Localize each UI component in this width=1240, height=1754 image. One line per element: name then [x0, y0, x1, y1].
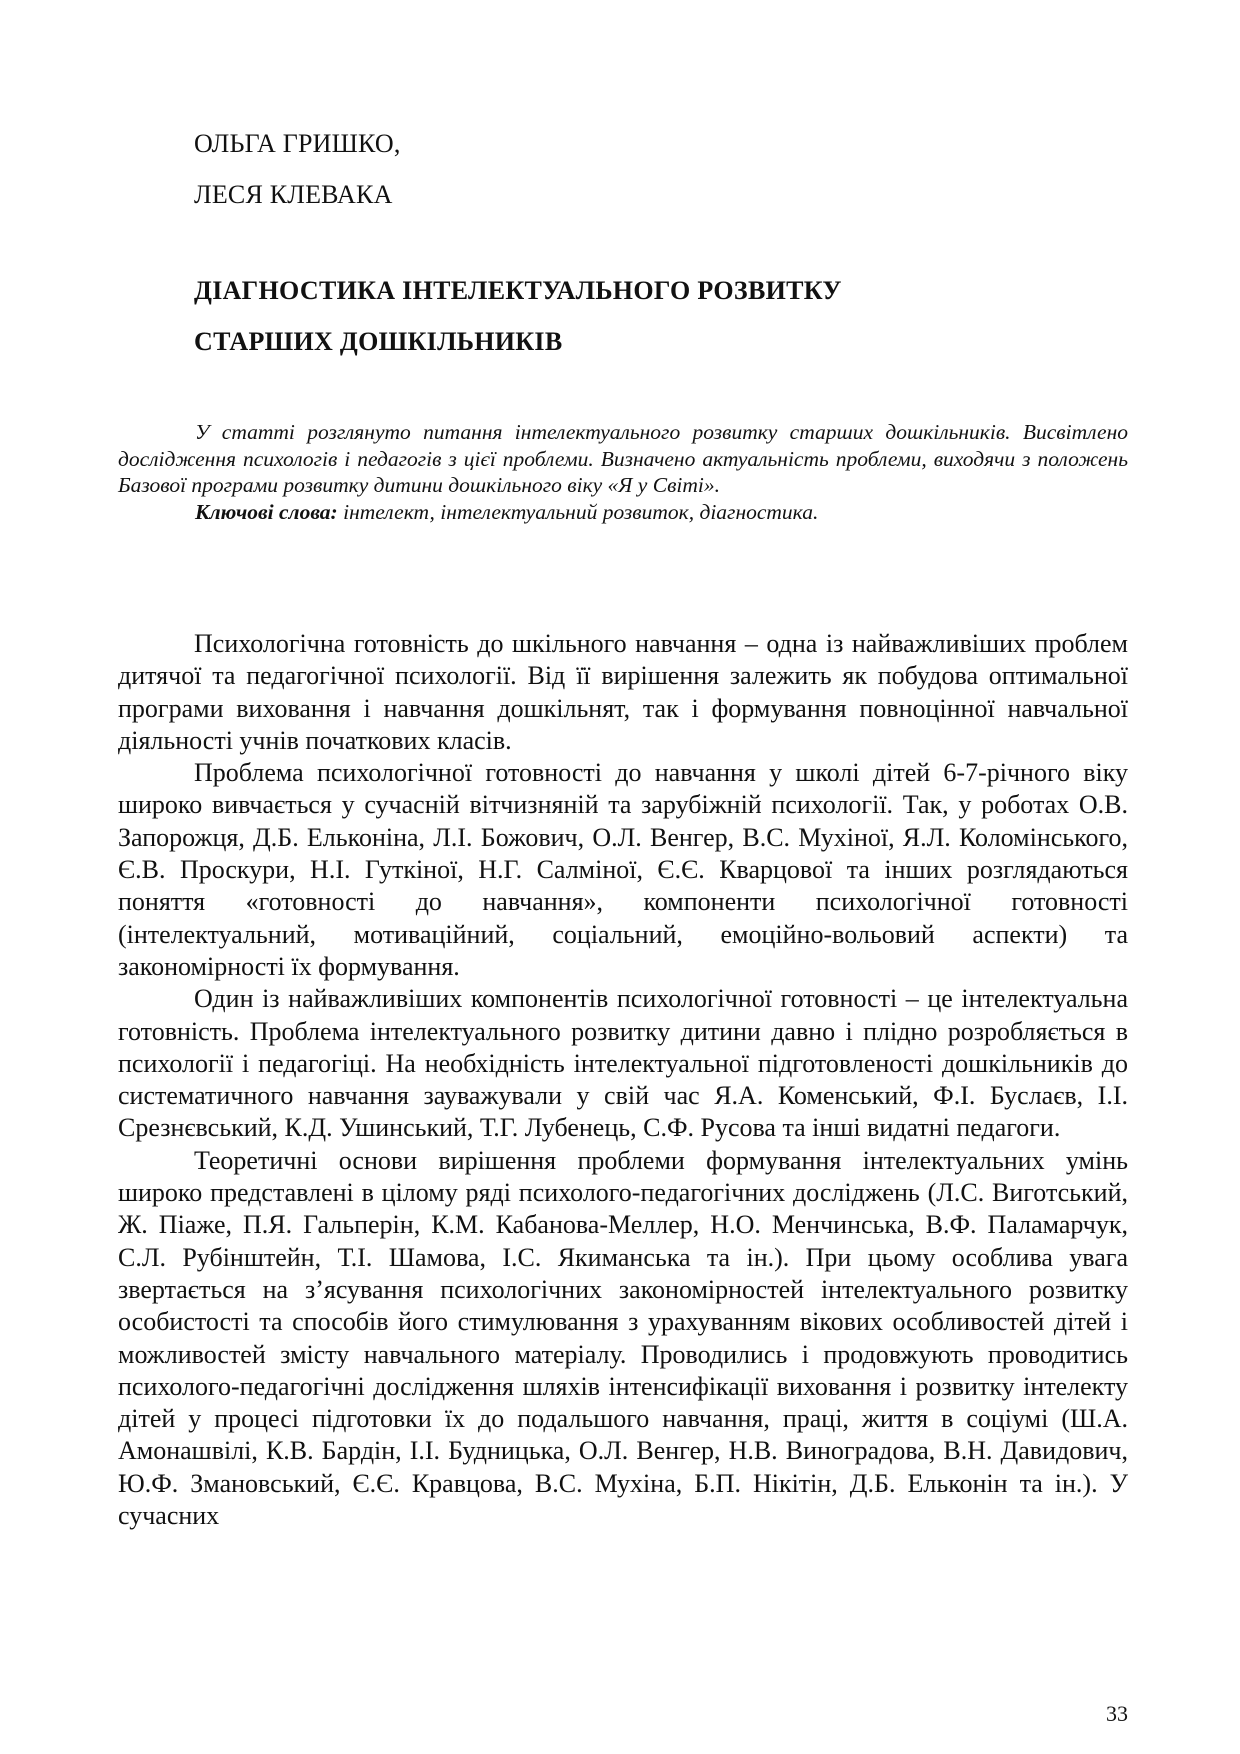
- keywords-label: Ключові слова:: [195, 499, 338, 524]
- page-number: 33: [1106, 1701, 1128, 1726]
- body-paragraph: Психологічна готовність до шкільного навчання – одна із найважливіших проблем дитячої та педагогічної психології. Від її вирішення залежить як побудова оптимальної програми виховання і навчання дошкільнят, так і формування повноцінної навчальної діяльності учнів початкових класів.: [118, 629, 1128, 755]
- title-line: СТАРШИХ ДОШКІЛЬНИКІВ: [194, 327, 563, 356]
- body-paragraph: Теоретичні основи вирішення проблеми формування інтелектуальних умінь широко представлені в цілому ряді психолого-педагогічних досліджень (Л.С. Виготський, Ж. Піаже, П.Я. Гальперін, К.М. Кабанова-Меллер, Н.О. Менчинська, В.Ф. Паламарчук, С.Л. Рубінштейн, Т.І. Шамова, І.С. Якиманська та ін.). При цьому особлива увага звертається на з’ясування психологічних закономірностей інтелектуального розвитку особистості та способів його стимулювання з урахуванням вікових особливостей дітей і можливостей змісту навчального матеріалу. Проводились і продовжують проводитись психолого-педагогічні дослідження шляхів інтенсифікації виховання і розвитку інтелекту дітей у процесі підготовки їх до подальшого навчання, праці, життя в соціумі (Ш.А. Амонашвілі, К.В. Бардін, І.І. Будницька, О.Л. Венгер, Н.В. Виноградова, В.Н. Давидович, Ю.Ф. Змановський, Є.Є. Кравцова, В.С. Мухіна, Б.П. Нікітін, Д.Б. Ельконін та ін.). У сучасних: [118, 1145, 1128, 1531]
- abstract: [118, 419, 1128, 525]
- abstract-text: У статті розглянуто питання інтелектуального розвитку старших дошкільників. Висвітлено дослідження психологів і педагогів з цієї проблеми. Визначено актуальність проблеми, виходячи з положень Базової програми розвитку дитини дошкільного віку «Я у Світі».: [118, 420, 1128, 497]
- title-line: ДІАГНОСТИКА ІНТЕЛЕКТУАЛЬНОГО РОЗВИТКУ: [194, 276, 842, 305]
- article-title: [194, 265, 1174, 367]
- author-name: ОЛЬГА ГРИШКО,: [194, 129, 401, 158]
- keywords: [118, 499, 1128, 526]
- body-paragraph: Проблема психологічної готовності до навчання у школі дітей 6-7-річного віку широко вивчається у сучасній вітчизняній та зарубіжній психології. Так, у роботах О.В. Запорожця, Д.Б. Ельконіна, Л.І. Божович, О.Л. Венгер, В.С. Мухіної, Я.Л. Коломінського, Є.В. Проскури, Н.І. Гуткіної, Н.Г. Салміної, Є.Є. Кварцової та інших розглядаються поняття «готовності до навчання», компоненти психологічної готовності (інтелектуальний, мотиваційний, соціальний, емоційно-вольовий аспекти) та закономірності їх формування.: [118, 758, 1128, 981]
- author-list: [194, 118, 401, 220]
- article-body: [118, 628, 1128, 1532]
- body-paragraph: Один із найважливіших компонентів психологічної готовності – це інтелектуальна готовність. Проблема інтелектуального розвитку дитини давно і плідно розробляється в психології і педагогіці. На необхідність інтелектуальної підготовленості дошкільників до систематичного навчання зауважували у свій час Я.А. Коменський, Ф.І. Буслаєв, І.І. Срезнєвський, К.Д. Ушинський, Т.Г. Лубенець, С.Ф. Русова та інші видатні педагоги.: [118, 984, 1128, 1143]
- author-name: ЛЕСЯ КЛЕВАКА: [194, 180, 393, 209]
- keywords-list: інтелект, інтелектуальний розвиток, діагностика.: [337, 499, 819, 524]
